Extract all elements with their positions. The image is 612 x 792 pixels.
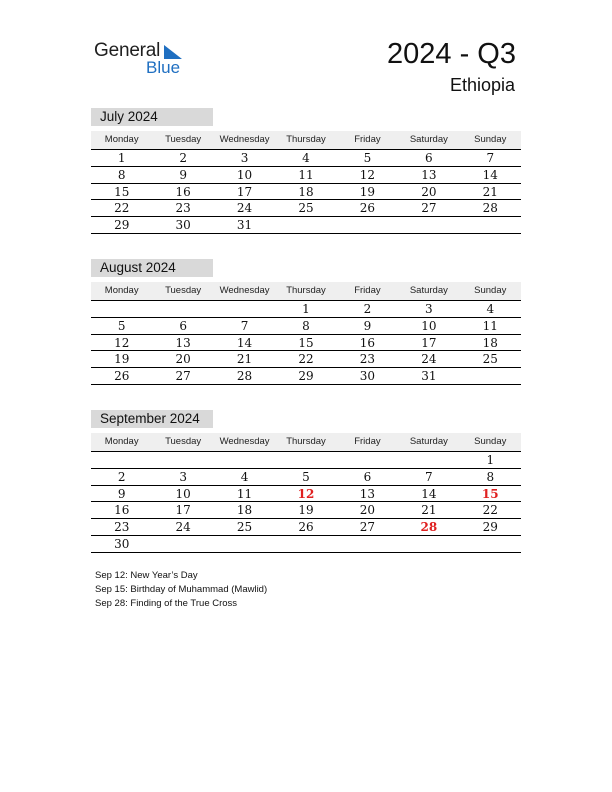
day-cell: 16 bbox=[175, 184, 191, 199]
day-cell: 23 bbox=[175, 201, 191, 216]
day-cell: 17 bbox=[421, 335, 437, 350]
week-row bbox=[91, 469, 521, 486]
generalblue-logo bbox=[94, 40, 194, 80]
day-cell: 15 bbox=[114, 184, 130, 199]
day-cell: 12 bbox=[359, 167, 376, 182]
weekday-label: Sunday bbox=[474, 134, 507, 145]
day-cell: 18 bbox=[298, 184, 314, 199]
weekday-label: Tuesday bbox=[165, 285, 202, 296]
week-row bbox=[91, 486, 521, 503]
month-august bbox=[91, 259, 521, 385]
weekday-label: Thursday bbox=[286, 134, 326, 145]
weekday-label: Saturday bbox=[409, 134, 448, 145]
day-cell: 17 bbox=[236, 184, 253, 199]
day-cell: 4 bbox=[486, 302, 495, 316]
week-row bbox=[91, 368, 521, 385]
day-cell: 7 bbox=[240, 318, 249, 333]
holiday-item: Sep 15: Birthday of Muhammad (Mawlid) bbox=[95, 583, 268, 595]
day-cell bbox=[152, 536, 213, 552]
day-cell: 20 bbox=[421, 184, 437, 199]
day-cell: 13 bbox=[421, 167, 437, 182]
day-cell: 28 bbox=[420, 520, 438, 535]
country-name: Ethiopia bbox=[449, 75, 515, 95]
day-cell: 14 bbox=[421, 486, 437, 501]
week-row bbox=[91, 318, 521, 335]
day-cell: 29 bbox=[114, 218, 130, 233]
day-cell: 22 bbox=[298, 352, 314, 367]
week-row bbox=[91, 452, 521, 469]
day-cell: 23 bbox=[114, 520, 130, 535]
day-cell: 26 bbox=[114, 369, 130, 384]
day-cell bbox=[460, 217, 521, 233]
day-cell bbox=[214, 536, 275, 552]
day-cell: 8 bbox=[117, 167, 126, 182]
day-cell: 13 bbox=[359, 486, 376, 501]
day-cell: 3 bbox=[179, 469, 187, 484]
weekday-label: Thursday bbox=[286, 285, 326, 296]
day-cell: 27 bbox=[421, 201, 437, 216]
logo-triangle-icon bbox=[162, 45, 182, 59]
day-cell: 6 bbox=[425, 151, 433, 165]
day-cell: 16 bbox=[114, 503, 130, 518]
day-cell: 3 bbox=[425, 302, 433, 316]
weekday-header-row bbox=[91, 433, 521, 452]
day-cell: 4 bbox=[240, 469, 249, 484]
day-cell: 17 bbox=[175, 503, 191, 518]
day-cell: 30 bbox=[359, 369, 376, 384]
week-row bbox=[91, 184, 521, 201]
day-cell: 11 bbox=[298, 167, 314, 182]
holiday-item: Sep 28: Finding of the True Cross bbox=[95, 597, 238, 609]
day-cell bbox=[337, 536, 398, 552]
day-cell: 22 bbox=[114, 201, 130, 216]
day-cell: 2 bbox=[179, 151, 187, 165]
day-cell bbox=[152, 452, 213, 468]
month-header: July 2024 bbox=[91, 108, 213, 126]
day-cell: 23 bbox=[359, 352, 376, 367]
day-cell: 28 bbox=[236, 369, 253, 384]
day-cell: 19 bbox=[359, 184, 376, 199]
day-cell: 25 bbox=[236, 520, 253, 535]
day-cell: 24 bbox=[236, 201, 253, 216]
day-cell bbox=[275, 217, 336, 233]
day-cell bbox=[91, 301, 152, 317]
month-july bbox=[91, 108, 521, 234]
day-cell bbox=[460, 368, 521, 384]
weekday-label: Wednesday bbox=[219, 285, 270, 296]
day-cell bbox=[214, 301, 275, 317]
week-row bbox=[91, 502, 521, 519]
day-cell: 6 bbox=[179, 318, 187, 333]
week-row bbox=[91, 335, 521, 352]
week-row bbox=[91, 167, 521, 184]
month-header: September 2024 bbox=[91, 410, 213, 428]
day-cell: 29 bbox=[298, 369, 314, 384]
day-cell: 22 bbox=[482, 503, 498, 518]
day-cell bbox=[460, 536, 521, 552]
day-cell: 29 bbox=[482, 520, 498, 535]
day-cell: 9 bbox=[363, 318, 372, 333]
day-cell: 19 bbox=[114, 352, 130, 367]
day-cell: 19 bbox=[298, 503, 314, 518]
holiday-list bbox=[95, 569, 267, 610]
day-cell bbox=[91, 452, 152, 468]
day-cell: 27 bbox=[359, 520, 376, 535]
day-cell: 11 bbox=[236, 486, 253, 501]
day-cell: 25 bbox=[482, 352, 498, 367]
day-cell: 26 bbox=[298, 520, 314, 535]
page-title: 2024 - Q3 bbox=[387, 38, 516, 70]
day-cell: 9 bbox=[179, 167, 187, 182]
day-cell: 30 bbox=[175, 218, 191, 233]
day-cell: 25 bbox=[298, 201, 314, 216]
day-cell: 6 bbox=[363, 469, 372, 484]
weekday-header-row bbox=[91, 282, 521, 301]
day-cell bbox=[337, 217, 398, 233]
day-cell: 10 bbox=[421, 318, 437, 333]
day-cell: 31 bbox=[421, 369, 437, 384]
day-cell: 30 bbox=[114, 536, 130, 551]
weekday-label: Monday bbox=[104, 285, 139, 296]
week-row bbox=[91, 150, 521, 167]
day-cell: 31 bbox=[236, 218, 253, 233]
day-cell: 7 bbox=[486, 151, 495, 165]
day-cell: 13 bbox=[175, 335, 191, 350]
day-cell: 8 bbox=[302, 318, 310, 333]
week-row bbox=[91, 536, 521, 553]
day-cell bbox=[398, 536, 459, 552]
day-cell bbox=[214, 452, 275, 468]
weekday-label: Friday bbox=[354, 134, 381, 145]
month-header: August 2024 bbox=[91, 259, 213, 277]
day-cell: 18 bbox=[236, 503, 253, 518]
weekday-label: Tuesday bbox=[165, 134, 202, 145]
month-september bbox=[91, 410, 521, 553]
week-row bbox=[91, 217, 521, 234]
day-cell: 2 bbox=[117, 469, 126, 484]
day-cell bbox=[152, 301, 213, 317]
day-cell: 16 bbox=[359, 335, 376, 350]
week-row bbox=[91, 351, 521, 368]
day-cell: 3 bbox=[240, 151, 249, 165]
day-cell: 11 bbox=[482, 318, 498, 333]
weekday-label: Friday bbox=[354, 285, 381, 296]
day-cell: 26 bbox=[359, 201, 376, 216]
logo-blue-text: Blue bbox=[146, 58, 181, 77]
day-cell: 14 bbox=[236, 335, 253, 350]
day-cell: 4 bbox=[302, 151, 310, 165]
day-cell: 14 bbox=[482, 167, 498, 182]
day-cell: 9 bbox=[117, 486, 126, 501]
day-cell bbox=[275, 452, 336, 468]
day-cell: 15 bbox=[481, 486, 499, 501]
logo-general-text: General bbox=[94, 40, 161, 61]
day-cell: 20 bbox=[175, 352, 191, 367]
holiday-item: Sep 12: New Year’s Day bbox=[95, 570, 198, 581]
day-cell: 28 bbox=[482, 201, 498, 216]
day-cell: 24 bbox=[421, 352, 437, 367]
weekday-label: Wednesday bbox=[219, 436, 270, 447]
day-cell: 7 bbox=[425, 469, 433, 484]
weekday-label: Friday bbox=[354, 436, 381, 447]
day-cell: 12 bbox=[297, 486, 315, 501]
day-cell bbox=[275, 536, 336, 552]
day-cell: 12 bbox=[114, 335, 130, 350]
weekday-label: Wednesday bbox=[219, 134, 270, 145]
week-row bbox=[91, 519, 521, 536]
day-cell: 1 bbox=[486, 453, 495, 467]
weekday-label: Tuesday bbox=[165, 436, 202, 447]
day-cell bbox=[398, 452, 459, 468]
day-cell: 10 bbox=[236, 167, 253, 182]
weekday-label: Saturday bbox=[409, 285, 448, 296]
weekday-header-row bbox=[91, 131, 521, 150]
day-cell bbox=[337, 452, 398, 468]
day-cell: 18 bbox=[482, 335, 498, 350]
week-row bbox=[91, 200, 521, 217]
day-cell: 21 bbox=[421, 503, 437, 518]
day-cell: 5 bbox=[302, 469, 310, 484]
day-cell: 21 bbox=[236, 352, 253, 367]
weekday-label: Monday bbox=[104, 436, 139, 447]
day-cell: 5 bbox=[363, 151, 372, 165]
weekday-label: Saturday bbox=[409, 436, 448, 447]
day-cell: 15 bbox=[298, 335, 314, 350]
day-cell: 21 bbox=[482, 184, 498, 199]
day-cell bbox=[398, 217, 459, 233]
weekday-label: Sunday bbox=[474, 436, 507, 447]
day-cell: 5 bbox=[117, 318, 126, 333]
day-cell: 27 bbox=[175, 369, 191, 384]
day-cell: 2 bbox=[363, 302, 372, 316]
day-cell: 24 bbox=[175, 520, 191, 535]
weekday-label: Monday bbox=[104, 134, 139, 145]
day-cell: 1 bbox=[302, 302, 310, 316]
day-cell: 8 bbox=[486, 469, 495, 484]
day-cell: 1 bbox=[117, 151, 126, 165]
weekday-label: Thursday bbox=[286, 436, 326, 447]
day-cell: 10 bbox=[175, 486, 191, 501]
weekday-label: Sunday bbox=[474, 285, 507, 296]
week-row bbox=[91, 301, 521, 318]
day-cell: 20 bbox=[359, 503, 376, 518]
